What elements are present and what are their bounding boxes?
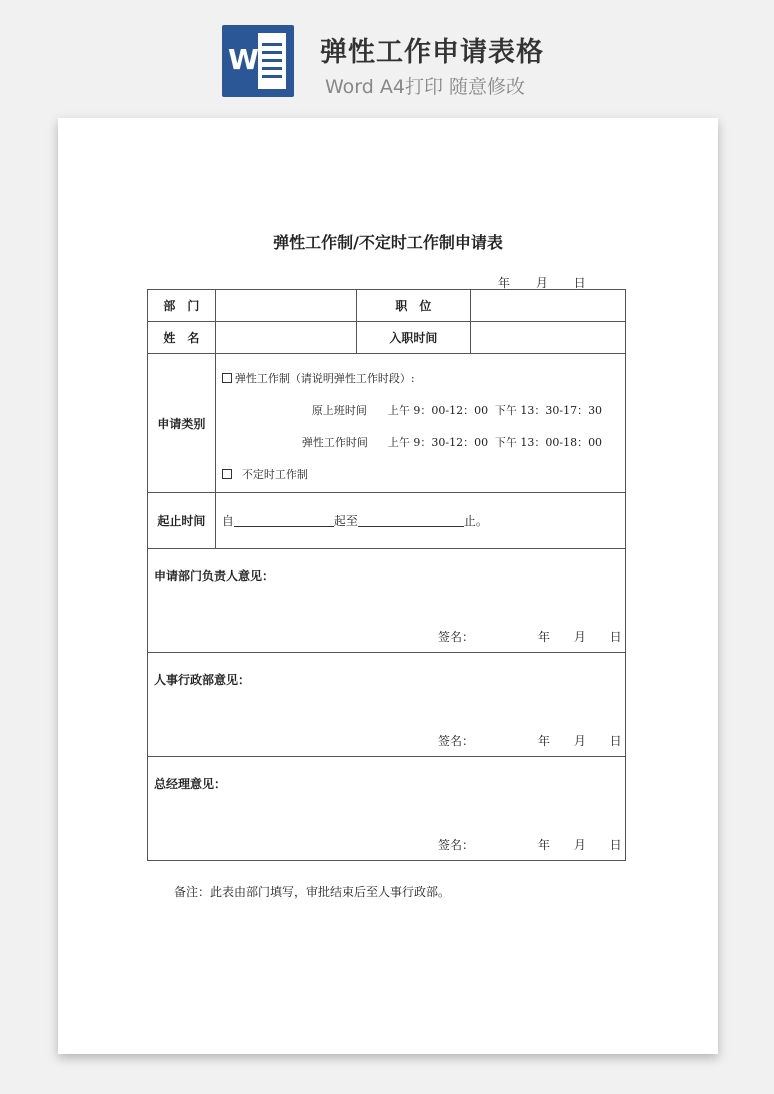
flex-pm-time: 下午 13：00-18：00 bbox=[494, 436, 603, 449]
form-date: 年 月 日 bbox=[498, 276, 586, 290]
period-cell bbox=[215, 493, 625, 549]
period-to-text: 起至 bbox=[333, 514, 358, 528]
category-cell bbox=[215, 354, 625, 493]
period-label: 起止时间 bbox=[148, 493, 216, 549]
dept-head-opinion-title: 申请部门负责人意见： bbox=[154, 569, 275, 583]
dept-head-opinion[interactable] bbox=[148, 549, 626, 653]
name-label: 姓 名 bbox=[148, 322, 216, 354]
banner-header bbox=[0, 0, 774, 110]
hr-date: 年 月 日 bbox=[538, 734, 622, 748]
hr-opinion-title: 人事行政部意见： bbox=[154, 673, 251, 687]
document-page bbox=[58, 118, 718, 1054]
orig-am-time: 上午 9：00-12：00 bbox=[387, 404, 489, 417]
dept-label: 部 门 bbox=[148, 290, 216, 322]
orig-pm-time: 下午 13：30-17：30 bbox=[494, 404, 603, 417]
position-label: 职 位 bbox=[356, 290, 471, 322]
unfixed-option-label: 不定时工作制 bbox=[241, 468, 308, 481]
gm-date: 年 月 日 bbox=[538, 838, 622, 852]
dept-head-date: 年 月 日 bbox=[538, 630, 622, 644]
form-title: 弹性工作制/不定时工作制申请表 bbox=[273, 233, 503, 252]
application-form-table bbox=[147, 289, 626, 861]
orig-time-label: 原上班时间 bbox=[311, 404, 367, 417]
hr-sign: 签名： bbox=[438, 734, 475, 748]
position-field[interactable] bbox=[471, 290, 626, 322]
flex-checkbox[interactable] bbox=[222, 373, 232, 383]
logo-letter: W bbox=[228, 43, 259, 76]
period-end-text: 止。 bbox=[463, 514, 488, 528]
gm-sign: 签名： bbox=[438, 838, 475, 852]
category-label: 申请类别 bbox=[148, 354, 216, 493]
flex-option-label: 弹性工作制（请说明弹性工作时段）: bbox=[234, 372, 415, 385]
gm-opinion[interactable] bbox=[148, 757, 626, 861]
banner-title: 弹性工作申请表格 bbox=[320, 37, 544, 68]
period-from-text: 自 bbox=[221, 514, 234, 528]
hr-opinion[interactable] bbox=[148, 653, 626, 757]
hire-date-field[interactable] bbox=[471, 322, 626, 354]
unfixed-checkbox[interactable] bbox=[222, 469, 232, 479]
banner-subtitle: Word A4打印 随意修改 bbox=[325, 76, 526, 98]
word-logo-icon bbox=[222, 25, 294, 97]
gm-opinion-title: 总经理意见： bbox=[154, 777, 227, 791]
form-note: 备注：此表由部门填写，审批结束后至人事行政部。 bbox=[174, 885, 451, 899]
dept-field[interactable] bbox=[215, 290, 356, 322]
end-date-blank[interactable] bbox=[358, 514, 464, 527]
name-field[interactable] bbox=[215, 322, 356, 354]
flex-am-time: 上午 9：30-12：00 bbox=[387, 436, 489, 449]
start-date-blank[interactable] bbox=[234, 514, 334, 527]
dept-head-sign: 签名： bbox=[438, 630, 475, 644]
flex-time-label: 弹性工作时间 bbox=[301, 436, 368, 449]
hire-date-label: 入职时间 bbox=[356, 322, 471, 354]
